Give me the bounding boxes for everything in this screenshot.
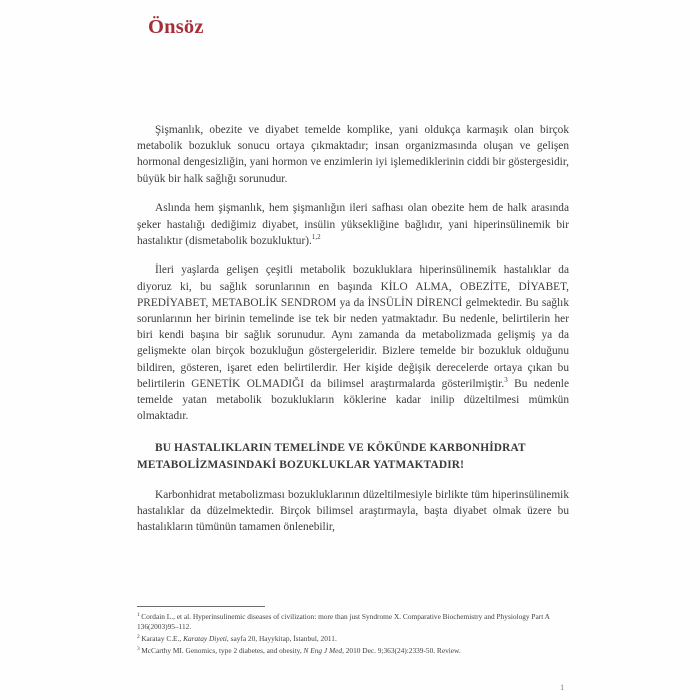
footnote-3 — [137, 646, 569, 656]
paragraph-3 — [137, 262, 569, 424]
page-number: 1 — [560, 682, 565, 692]
footnote-ref-3[interactable]: 3 — [504, 376, 508, 385]
footnote-ref-1-2[interactable]: 1,2 — [311, 232, 321, 241]
paragraph-2-text: Aslında hem şişmanlık, hem şişmanlığın ileri safhası olan obezite hem de halk arasında şeker hastalığı dediğimiz diyabet, insülin yüksekliğine bağlıdır, yani hiperinsülinemik bir hastalıktır (dismetabolik bozukluktur). — [137, 202, 569, 247]
footnote-3-journal-italic: N Eng J Med — [303, 646, 343, 656]
paragraph-4-emphasis-heading: BU HASTALIKLARIN TEMELİNDE VE KÖKÜNDE KARBONHİDRAT METABOLİZMASINDAKİ BOZUKLUKLAR YATMAKTADIR! — [137, 442, 526, 471]
body-text-column — [137, 122, 569, 549]
footnote-2 — [137, 634, 569, 644]
footnote-2-text-after: , sayfa 20, Hayykitap, İstanbul, 2011. — [226, 634, 337, 644]
footnote-2-title-italic: Karatay Diyeti — [183, 634, 227, 644]
paragraph-1: Şişmanlık, obezite ve diyabet temelde komplike, yani oldukça karmaşık olan birçok metabolik bozukluk sonucu ortaya çıkmaktadır; insan organizmasında oluşan ve gelişen hormonal dengesizliğin, yani hormon ve enzimlerin iyi işlemediklerinin ciddi bir göstergesidir, büyük bir halk sağlığı sorunudur. — [137, 124, 569, 185]
paragraph-2 — [137, 200, 569, 249]
paragraph-5: Karbonhidrat metabolizması bozukluklarının düzeltilmesiyle birlikte tüm hiperinsülinemik hastalıklar da düzelmektedir. Birçok bilimsel araştırmayla, başta diyabet olmak üzere bu hastalıkların tümünün tamamen önlenebilir, — [137, 488, 569, 534]
footnote-1-marker: 1 — [137, 611, 140, 618]
footnote-2-text-before: Karatay C.E., — [141, 634, 184, 644]
paragraph-3-text-after: Bu nedenle temelde yatan metabolik bozuklukların köklerine kadar inilip düzeltilmesi mümkün olmaktadır. — [137, 377, 569, 423]
page-title: Önsöz — [148, 15, 204, 38]
footnotes-section — [137, 606, 569, 658]
footnote-3-text-after: , 2010 Dec. 9;363(24):2339-50. Review. — [342, 646, 461, 656]
paragraph-3-text-before: İleri yaşlarda gelişen çeşitli metabolik bozukluklara hiperinsülinemik hastalıklar da diyoruz ki, bu sağlık sorunlarının en başında KİLO ALMA, OBEZİTE, DİYABET, PREDİYABET, METABOLİK SENDROM ya da İNSÜLİN DİRENCİ gelmektedir. Bu sağlık sorunlarının her birinin temelinde ise tek bir neden yatmaktadır. Bu nedenle, belirtilerin her biri kendi başına bir sağlık sorunudur. Aynı zamanda da metabolizmada gelişmiş ya da gelişmekte olan birçok bozukluğun göstergeleridir. Bizlere temelde bir bozukluk olduğunu bildiren, gösteren, işaret eden belirtilerdir. Her kişide değişik derecelerde ortaya çıkan bu belirtilerin GENETİK OLMADIĞI da bilimsel araştırmalarda gösterilmiştir. — [137, 264, 569, 390]
footnote-separator-rule — [137, 606, 265, 607]
footnote-2-marker: 2 — [137, 633, 140, 640]
footnote-1-text: Cordain L., et al. Hyperinsulinemic diseases of civilization: more than just Syndrome X. Comparative Biochemistry and Physiology Part A 136(2003)95–112. — [137, 612, 550, 632]
footnote-1 — [137, 612, 569, 633]
footnote-3-marker: 3 — [137, 645, 140, 652]
footnote-3-text-before: McCarthy MI. Genomics, type 2 diabetes, and obesity, — [141, 646, 304, 656]
